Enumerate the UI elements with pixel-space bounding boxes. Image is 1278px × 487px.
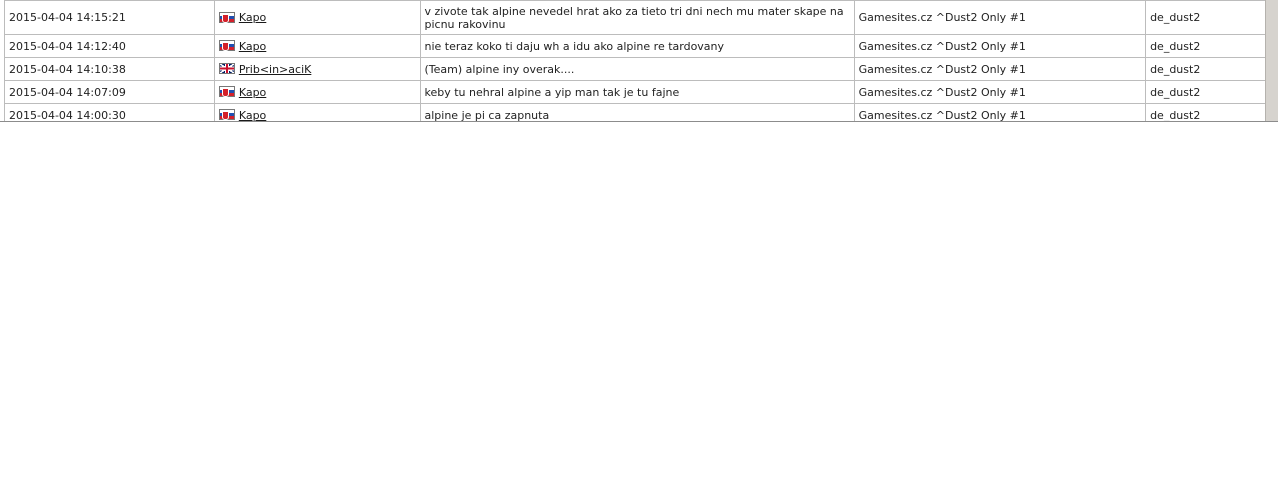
- map-cell: de_dust2: [1146, 81, 1266, 104]
- slovakia-flag-icon: [219, 12, 235, 23]
- time-cell: 2015-04-04 14:00:30: [5, 104, 215, 123]
- server-cell: Gamesites.cz ^Dust2 Only #1: [854, 1, 1145, 35]
- server-cell: Gamesites.cz ^Dust2 Only #1: [854, 35, 1145, 58]
- message-cell: (Team) alpine iny overak....: [420, 58, 854, 81]
- time-cell: 2015-04-04 14:12:40: [5, 35, 215, 58]
- map-cell: de_dust2: [1146, 1, 1266, 35]
- player-link[interactable]: Kapo: [238, 108, 267, 122]
- vertical-scrollbar[interactable]: [1265, 0, 1278, 121]
- chat-log-panel: [0, 0, 1278, 122]
- player-link[interactable]: Kapo: [238, 39, 267, 53]
- slovakia-flag-icon: [219, 109, 235, 120]
- time-cell: 2015-04-04 14:07:09: [5, 81, 215, 104]
- message-cell: keby tu nehral alpine a yip man tak je tu fajne: [420, 81, 854, 104]
- table-row: [5, 58, 1266, 81]
- table-row: [5, 81, 1266, 104]
- map-cell: de_dust2: [1146, 104, 1266, 123]
- player-cell: [214, 81, 420, 104]
- slovakia-flag-icon: [219, 40, 235, 51]
- map-cell: de_dust2: [1146, 35, 1266, 58]
- table-row: [5, 1, 1266, 35]
- player-link[interactable]: Prib<in>aciK: [238, 62, 312, 76]
- player-cell: [214, 58, 420, 81]
- table-row: [5, 104, 1266, 123]
- message-cell: nie teraz koko ti daju wh a idu ako alpine re tardovany: [420, 35, 854, 58]
- player-cell: [214, 104, 420, 123]
- player-cell: [214, 35, 420, 58]
- message-cell: v zivote tak alpine nevedel hrat ako za tieto tri dni nech mu mater skape na picnu rakovinu: [420, 1, 854, 35]
- player-link[interactable]: Kapo: [238, 85, 267, 99]
- map-cell: de_dust2: [1146, 58, 1266, 81]
- time-cell: 2015-04-04 14:10:38: [5, 58, 215, 81]
- server-cell: Gamesites.cz ^Dust2 Only #1: [854, 81, 1145, 104]
- server-cell: Gamesites.cz ^Dust2 Only #1: [854, 104, 1145, 123]
- server-cell: Gamesites.cz ^Dust2 Only #1: [854, 58, 1145, 81]
- message-cell: alpine je pi ca zapnuta: [420, 104, 854, 123]
- player-cell: [214, 1, 420, 35]
- united-kingdom-flag-icon: [219, 63, 235, 74]
- chat-log-table: [4, 0, 1266, 122]
- time-cell: 2015-04-04 14:15:21: [5, 1, 215, 35]
- player-link[interactable]: Kapo: [238, 11, 267, 24]
- slovakia-flag-icon: [219, 86, 235, 97]
- table-row: [5, 35, 1266, 58]
